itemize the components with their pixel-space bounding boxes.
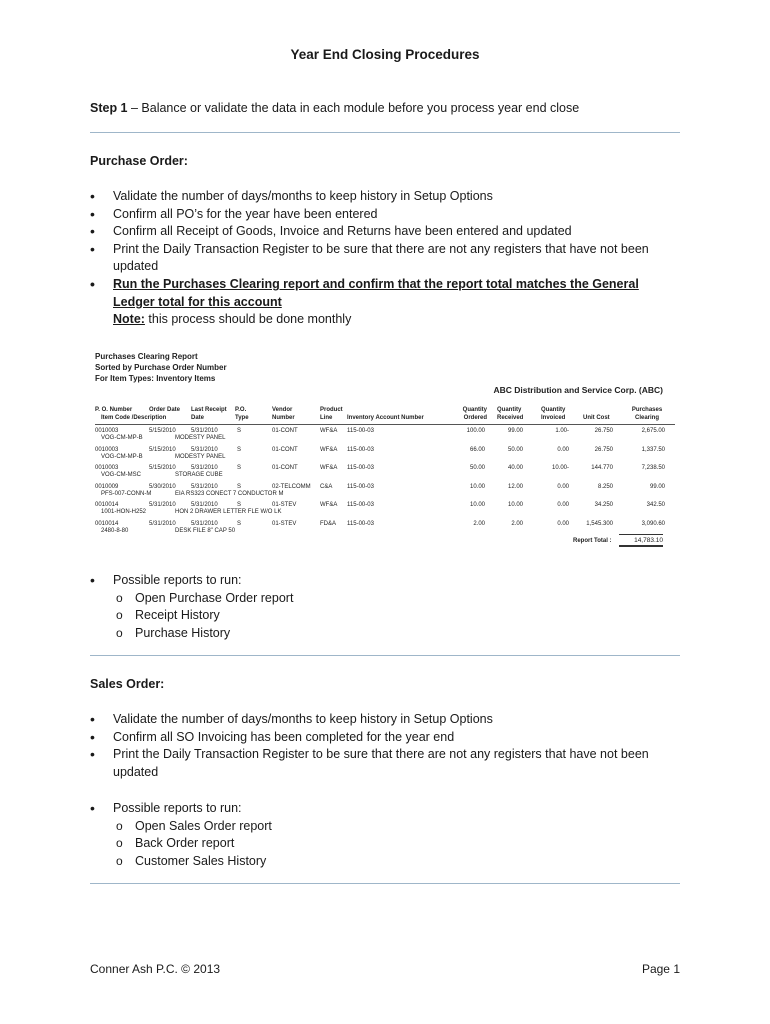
col-po: P. O. Number Item Code /Description — [95, 407, 167, 421]
cell-po: 0010003 — [95, 428, 119, 434]
step-1 — [90, 101, 579, 115]
cell-type: S — [237, 446, 242, 453]
cell-description: MODESTY PANEL — [175, 453, 226, 460]
cell-type: S — [237, 521, 242, 527]
cell-last-receipt: 5/31/2010 — [191, 483, 218, 490]
list-item: • Print the Daily Transaction Register to be sure that there are not any registers that have not been updated — [90, 241, 680, 276]
footer-copyright: Conner Ash P.C. © 2013 — [90, 962, 221, 976]
cell-unit-cost: 26.750 — [594, 446, 613, 453]
cell-received: 99.00 — [507, 428, 523, 434]
col-qty-received: Quantity Received — [497, 407, 524, 421]
cell-invoiced: 0.00 — [557, 446, 569, 453]
cell-description: EIA RS323 CONECT 7 CONDUCTOR M — [175, 490, 284, 497]
cell-ordered: 50.00 — [469, 465, 485, 472]
divider — [90, 655, 680, 656]
cell-unit-cost: 26.750 — [594, 428, 613, 434]
cell-account: 115-00-03 — [347, 483, 374, 490]
col-account: Inventory Account Number — [347, 414, 424, 421]
col-po-type: P.O. Type — [235, 407, 249, 421]
list-item: o Back Order report — [90, 835, 680, 853]
cell-line: WF&A — [320, 446, 338, 453]
cell-line: WF&A — [320, 465, 338, 472]
divider — [90, 883, 680, 884]
cell-received: 40.00 — [507, 465, 523, 472]
col-order-date: Order Date — [149, 407, 181, 413]
cell-invoiced: 10.00- — [551, 465, 569, 472]
cell-unit-cost: 8.250 — [597, 483, 613, 490]
list-item: • Confirm all PO’s for the year have been entered — [90, 206, 680, 224]
cell-type: S — [237, 428, 242, 434]
cell-description: STORAGE CUBE — [175, 472, 223, 479]
cell-last-receipt: 5/31/2010 — [191, 502, 218, 509]
cell-invoiced: 0.00 — [557, 521, 569, 527]
note — [90, 311, 680, 329]
cell-order-date: 5/15/2010 — [149, 428, 176, 434]
sales-order-list — [90, 711, 680, 781]
cell-description: MODESTY PANEL — [175, 435, 226, 441]
purchase-order-list — [90, 188, 680, 329]
cell-line: WF&A — [320, 428, 338, 434]
cell-order-date: 5/15/2010 — [149, 465, 176, 472]
cell-po: 0010003 — [95, 446, 119, 453]
cell-last-receipt: 5/31/2010 — [191, 521, 218, 527]
cell-account: 115-00-03 — [347, 446, 374, 453]
cell-clearing: 99.00 — [649, 483, 665, 490]
list-item: • Validate the number of days/months to keep history in Setup Options — [90, 188, 680, 206]
list-item: o Customer Sales History — [90, 853, 680, 871]
cell-type: S — [237, 483, 242, 490]
col-qty-invoiced: Quantity Invoiced — [541, 407, 566, 421]
cell-po: 0010003 — [95, 465, 119, 472]
cell-account: 115-00-03 — [347, 502, 374, 509]
cell-clearing: 342.50 — [646, 502, 665, 509]
list-item: • Possible reports to run: — [90, 572, 680, 590]
cell-vendor: 01-CONT — [272, 465, 298, 472]
cell-clearing: 7,238.50 — [641, 465, 665, 472]
cell-last-receipt: 5/31/2010 — [191, 465, 218, 472]
cell-unit-cost: 34.250 — [594, 502, 613, 509]
step-1-text: – Balance or validate the data in each module before you process year end close — [127, 101, 580, 115]
report-sort: Sorted by Purchase Order Number — [95, 363, 227, 372]
cell-account: 115-00-03 — [347, 428, 374, 434]
page-title: Year End Closing Procedures — [290, 47, 480, 62]
note-text: this process should be done monthly — [144, 312, 352, 327]
cell-clearing: 3,090.60 — [641, 521, 665, 527]
cell-vendor: 01-CONT — [272, 446, 298, 453]
cell-last-receipt: 5/31/2010 — [191, 446, 218, 453]
cell-description: HON 2 DRAWER LETTER FLE W/O LK — [175, 509, 282, 516]
list-item: o Open Purchase Order report — [90, 590, 680, 608]
report-total-rule — [619, 534, 663, 535]
list-item: • Possible reports to run: — [90, 800, 680, 818]
list-item: o Open Sales Order report — [90, 818, 680, 836]
cell-account: 115-00-03 — [347, 465, 374, 472]
report-total-label: Report Total : — [573, 538, 612, 544]
note-label: Note: — [113, 312, 145, 327]
cell-order-date: 5/31/2010 — [149, 521, 176, 527]
cell-account: 115-00-03 — [347, 521, 374, 527]
sales-reports-sublist — [90, 818, 680, 871]
cell-ordered: 10.00 — [469, 502, 485, 509]
col-clearing: Purchases Clearing — [631, 407, 663, 421]
cell-received: 2.00 — [511, 521, 523, 527]
cell-item-code: 2480-8-80 — [101, 528, 129, 534]
cell-item-code: VOG-CM-MP-B — [101, 453, 143, 460]
report-filter: For Item Types: Inventory Items — [95, 374, 216, 383]
cell-clearing: 2,675.00 — [641, 428, 665, 434]
purchase-order-heading: Purchase Order: — [90, 154, 188, 168]
cell-invoiced: 0.00 — [557, 502, 569, 509]
cell-line: C&A — [320, 483, 333, 490]
col-product-line: Product Line — [320, 407, 343, 421]
footer-page-number: Page 1 — [641, 962, 680, 976]
cell-vendor: 01-CONT — [272, 428, 298, 434]
cell-invoiced: 1.00- — [555, 428, 569, 434]
cell-order-date: 5/30/2010 — [149, 483, 176, 490]
report-company: ABC Distribution and Service Corp. (ABC) — [493, 385, 663, 395]
cell-item-code: VOG-CM-MSC — [101, 472, 141, 479]
cell-line: FD&A — [320, 521, 337, 527]
step-1-label: Step 1 — [90, 101, 128, 115]
purchase-reports-sublist — [90, 590, 680, 643]
cell-type: S — [237, 465, 242, 472]
col-last-receipt: Last Receipt Date — [191, 407, 227, 421]
sales-order-heading: Sales Order: — [90, 677, 165, 691]
cell-clearing: 1,337.50 — [641, 446, 665, 453]
purchases-clearing-report — [95, 351, 675, 556]
cell-order-date: 5/31/2010 — [149, 502, 176, 509]
list-item: • Confirm all SO Invoicing has been completed for the year end — [90, 729, 680, 747]
list-item: o Receipt History — [90, 607, 680, 625]
sales-reports-list — [90, 800, 680, 870]
cell-po: 0010014 — [95, 521, 119, 527]
cell-po: 0010009 — [95, 483, 119, 490]
cell-received: 50.00 — [507, 446, 523, 453]
list-item: • Run the Purchases Clearing report and confirm that the report total matches the General Ledger total for this account — [90, 276, 680, 311]
cell-type: S — [237, 502, 242, 509]
cell-item-code: 1001-HON-H252 — [101, 509, 147, 516]
cell-last-receipt: 5/31/2010 — [191, 428, 218, 434]
divider — [90, 132, 680, 133]
cell-ordered: 100.00 — [466, 428, 485, 434]
cell-description: DESK FILE 8" CAP 50 — [175, 528, 236, 534]
cell-item-code: PFS-007-CONN-M — [101, 490, 152, 497]
cell-po: 0010014 — [95, 502, 119, 509]
cell-ordered: 10.00 — [469, 483, 485, 490]
cell-line: WF&A — [320, 502, 338, 509]
list-item: • Print the Daily Transaction Register to be sure that there are not any registers that have not been updated — [90, 746, 680, 781]
col-vendor: Vendor Number — [272, 407, 295, 421]
cell-ordered: 2.00 — [473, 521, 485, 527]
list-item: • Validate the number of days/months to keep history in Setup Options — [90, 711, 680, 729]
cell-item-code: VOG-CM-MP-B — [101, 435, 143, 441]
report-title: Purchases Clearing Report — [95, 352, 198, 361]
cell-unit-cost: 144.770 — [591, 465, 613, 472]
col-qty-ordered: Quantity Ordered — [462, 407, 487, 421]
cell-received: 10.00 — [507, 502, 523, 509]
cell-received: 12.00 — [507, 483, 523, 490]
report-header-rule — [95, 424, 675, 425]
list-item: • Confirm all Receipt of Goods, Invoice and Returns have been entered and updated — [90, 223, 680, 241]
purchase-reports-list — [90, 572, 680, 642]
cell-vendor: 01-STEV — [272, 521, 297, 527]
report-total-value: 14,783.10 — [619, 537, 663, 547]
cell-invoiced: 0.00 — [557, 483, 569, 490]
col-unit-cost: Unit Cost — [583, 414, 610, 421]
cell-unit-cost: 1,545.300 — [586, 521, 613, 527]
cell-vendor: 01-STEV — [272, 502, 297, 509]
list-item: o Purchase History — [90, 625, 680, 643]
cell-ordered: 66.00 — [469, 446, 485, 453]
cell-order-date: 5/15/2010 — [149, 446, 176, 453]
cell-vendor: 02-TELCOMM — [272, 483, 311, 490]
